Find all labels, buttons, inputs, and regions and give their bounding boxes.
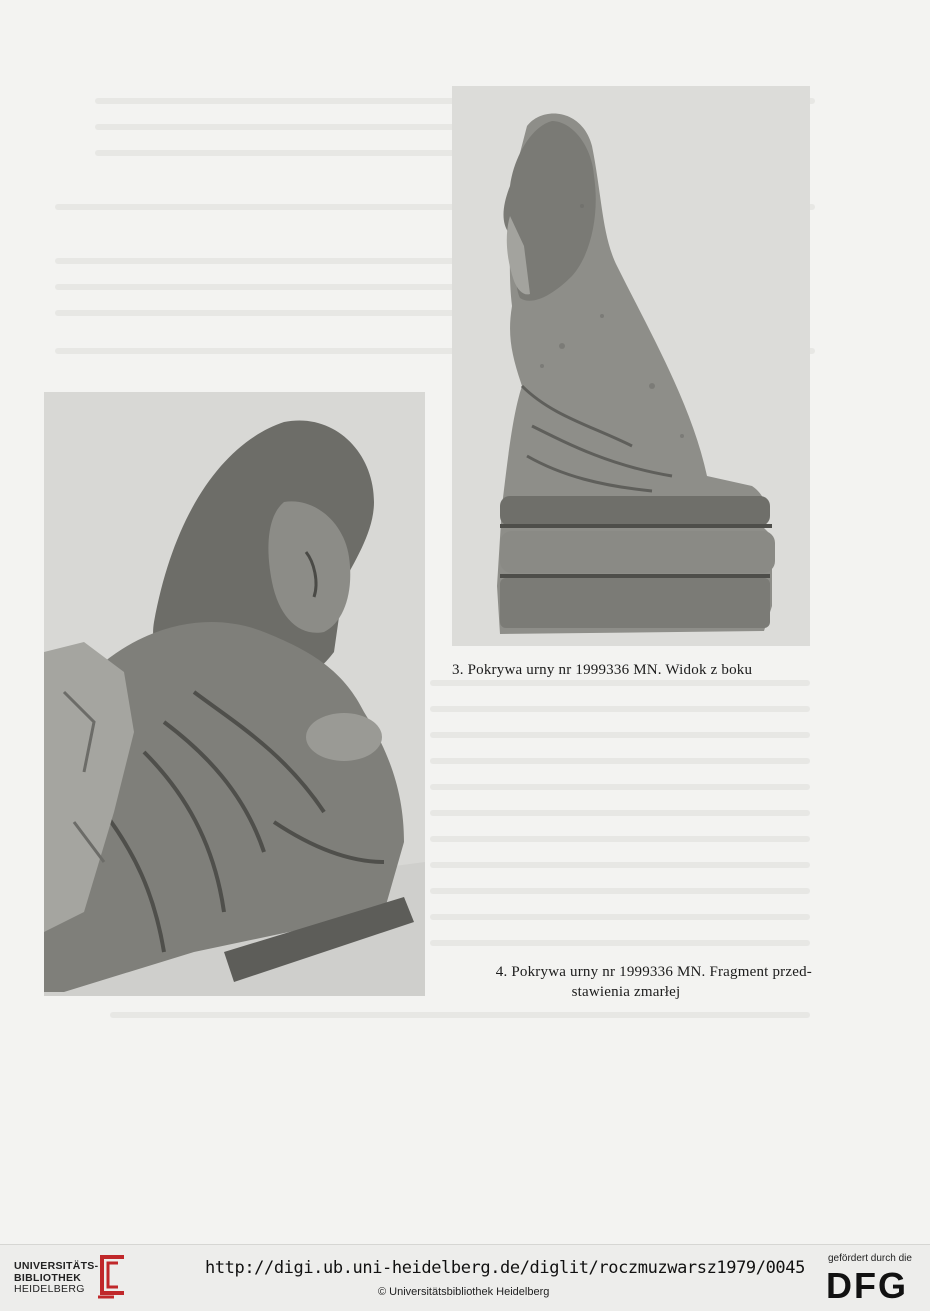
library-logo-icon <box>94 1253 128 1301</box>
figure-4-caption-line1: Pokrywa urny nr 1999336 MN. Fragment przed- <box>511 964 812 980</box>
figure-4-caption-line2: stawienia zmarłej <box>571 984 681 1000</box>
figure-4-caption <box>440 962 812 1002</box>
figure-3-caption <box>452 660 812 680</box>
figure-4-photo <box>44 392 425 996</box>
library-name <box>14 1261 98 1296</box>
figure-3-caption-text: Pokrywa urny nr 1999336 MN. Widok z boku <box>467 662 753 678</box>
figure-4-number: 4. <box>495 964 508 980</box>
funding-note: gefördert durch die <box>828 1253 912 1264</box>
copyright-notice: © Universitätsbibliothek Heidelberg <box>378 1286 550 1298</box>
figure-3-photo <box>452 86 810 646</box>
dfg-logo: DFG <box>826 1265 908 1306</box>
figure-3-number: 3. <box>452 662 464 678</box>
library-name-line2: BIBLIOTHEK <box>14 1271 82 1284</box>
page-url-link[interactable]: http://digi.ub.uni-heidelberg.de/diglit/roczmuzwarsz1979/0045 <box>205 1258 805 1278</box>
library-name-line1: UNIVERSITÄTS- <box>14 1260 99 1272</box>
library-name-line3: HEIDELBERG <box>14 1283 85 1295</box>
digitization-footer <box>0 1244 930 1311</box>
